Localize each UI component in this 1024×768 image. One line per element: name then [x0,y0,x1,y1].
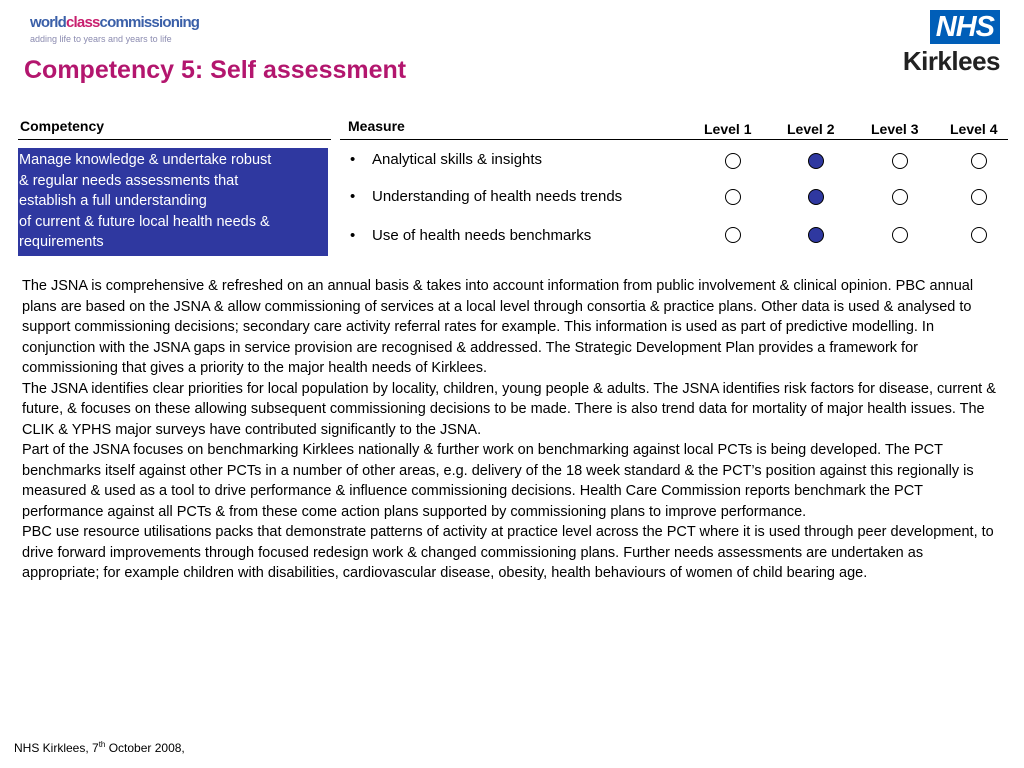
rating-circle-level-4[interactable] [971,153,987,169]
measure-header: Measure [348,118,405,134]
header-divider [340,139,1008,140]
rating-circle-level-2[interactable] [808,153,824,169]
header-divider-left [18,139,331,140]
rating-circle-level-2[interactable] [808,189,824,205]
level-3-header: Level 3 [871,121,919,137]
assessment-narrative [22,276,1002,584]
rating-circle-level-3[interactable] [892,189,908,205]
footer-note: NHS Kirklees, 7th October 2008, [14,740,185,755]
competency-line: Manage knowledge & undertake robust [19,152,272,168]
narrative-paragraph: Part of the JSNA focuses on benchmarking Kirklees nationally & further work on benchmarking against local PCTs is being developed. The PCT benchmarks itself against other PCTs in a number of other areas, e.g. delivery of the 18 week standard & the PCT’s position against this regionally is measured & used as a tool to drive performance & influence commissioning decisions. Health Care Commission reports benchmark the PCT performance against all PCTs & from these come action plans supported by commissioning plans to improve performance. [22,442,974,520]
level-2-header: Level 2 [787,121,835,137]
narrative-paragraph: The JSNA is comprehensive & refreshed on an annual basis & takes into account information from public involvement & clinical opinion. PBC annual plans are based on the JSNA & allow commissioning of services at a local level through consortia & practice plans. Other data is used & analysed to support commissioning decisions; secondary care activity referral rates for example. This information is used as part of predictive modelling. In conjunction with the JSNA gaps in service provision are recognised & addressed. The Strategic Development Plan provides a framework for commissioning that gives a priority to the major health needs of Kirklees. [22,278,974,376]
page-title: Competency 5: Self assessment [24,56,407,84]
narrative-paragraph: The JSNA identifies clear priorities for local population by locality, children, young people & adults. The JSNA identifies risk factors for disease, current & future, & focuses on these allowing subsequent commissioning decisions to be made. There is also trend data for mortality of major health issues. The CLIK & YPHS major surveys have contributed significantly to the JSNA. [22,380,996,438]
nhs-org-name: Kirklees [902,46,1000,76]
level-1-header: Level 1 [704,121,752,137]
logo-tagline: adding life to years and years to life [30,34,172,44]
nhs-mark: NHS [930,10,1000,44]
bullet-icon: • [350,227,356,244]
measure-label: Analytical skills & insights [372,151,543,168]
competency-line: establish a full understanding [19,193,207,209]
measure-item [350,188,622,205]
rating-circle-level-4[interactable] [971,227,987,243]
measure-item [350,151,542,168]
competency-line: & regular needs assessments that [19,172,239,189]
rating-circle-level-1[interactable] [725,189,741,205]
narrative-paragraph: PBC use resource utilisations packs that demonstrate patterns of activity at practice level across the PCT where it is used through peer development, to drive forward improvements through focused redesign work & changed commissioning plans. Further needs assessments are undertaken as appropriate; for example children with disabilities, cardiovascular disease, obesity, health behaviours of women of child bearing age. [22,524,994,581]
bullet-icon: • [350,151,356,168]
world-class-commissioning-logo [30,14,199,44]
competency-description-box [18,148,328,256]
competency-header: Competency [20,118,105,134]
measure-label: Understanding of health needs trends [372,188,623,205]
rating-circle-level-1[interactable] [725,227,741,243]
competency-line: of current & future local health needs & [19,213,270,230]
measure-item [350,227,591,244]
level-4-header: Level 4 [950,121,998,137]
competency-line: requirements [19,234,104,250]
nhs-kirklees-logo [890,10,1000,76]
bullet-icon: • [350,188,356,205]
measure-label: Use of health needs benchmarks [372,227,592,244]
rating-circle-level-3[interactable] [892,153,908,169]
rating-circle-level-3[interactable] [892,227,908,243]
rating-circle-level-4[interactable] [971,189,987,205]
logo-wordmark: worldclasscommissioning [30,14,200,31]
rating-circle-level-2[interactable] [808,227,824,243]
rating-circle-level-1[interactable] [725,153,741,169]
